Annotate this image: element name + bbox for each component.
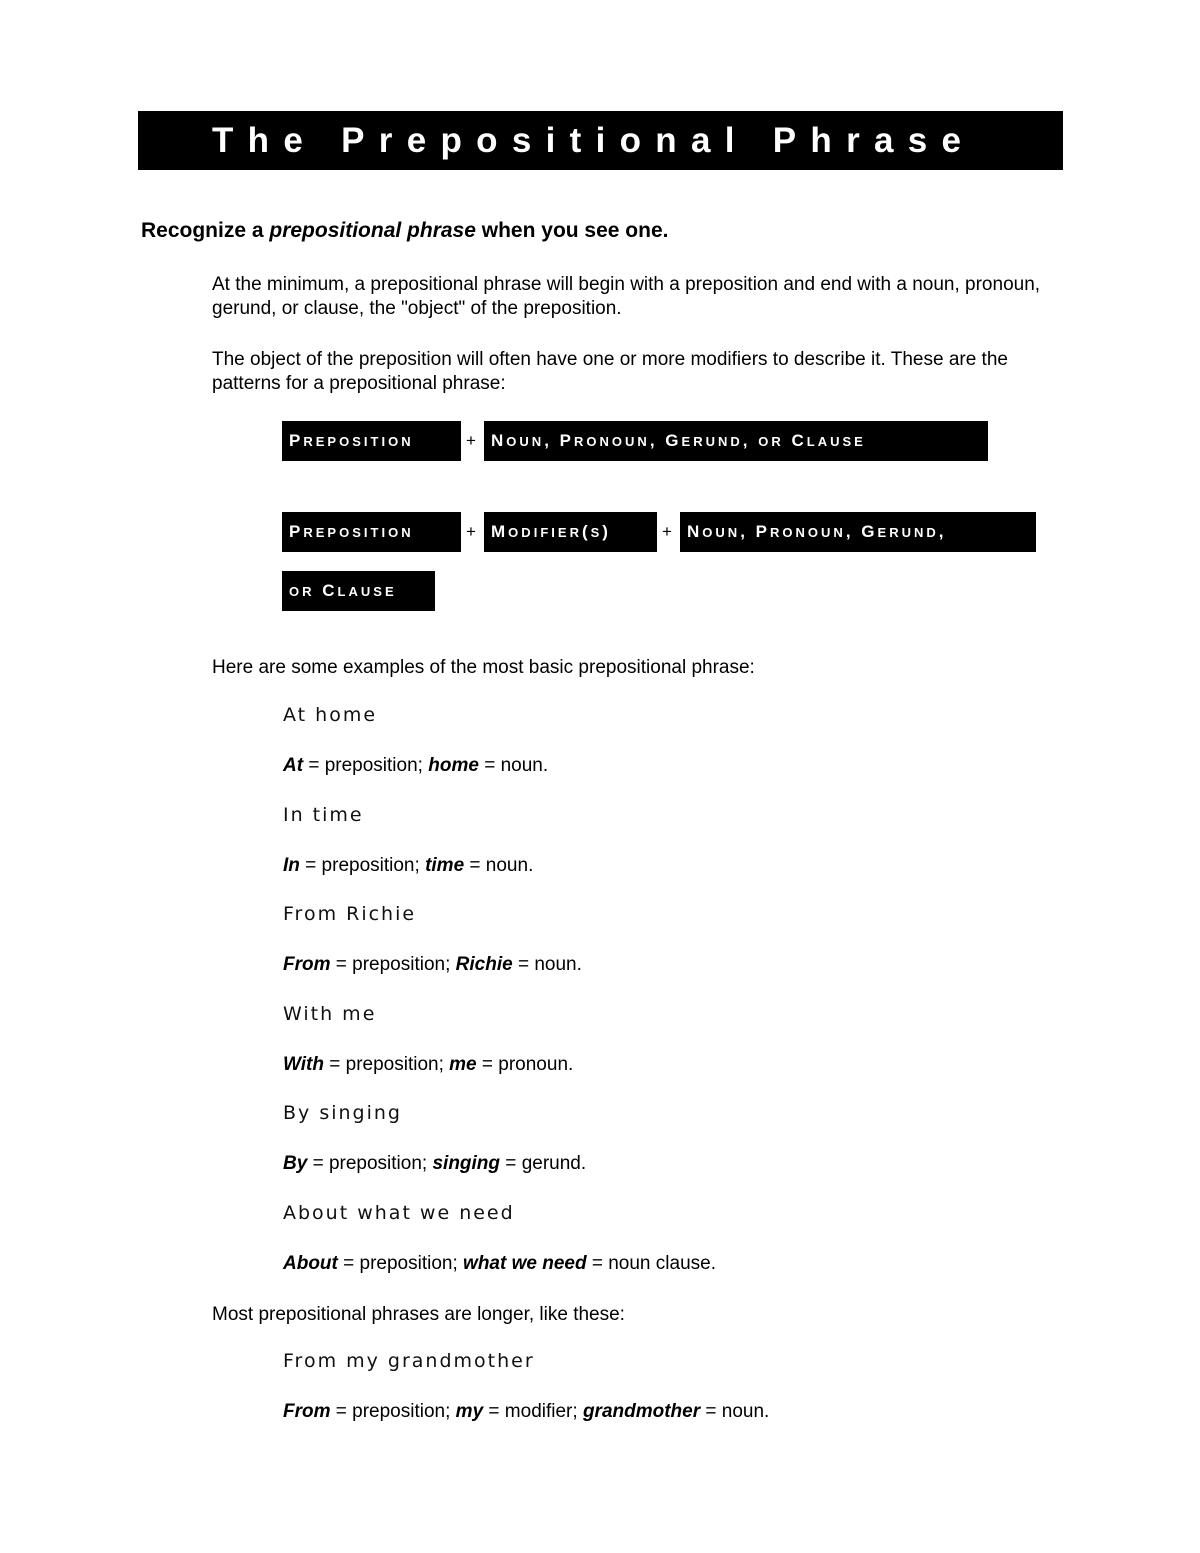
example-prep: With: [283, 1054, 324, 1075]
example-prep-label: = preposition;: [330, 954, 456, 975]
example-pos: pronoun.: [498, 1054, 574, 1075]
pattern1-plus-1: +: [466, 431, 476, 450]
example-object: what we need: [463, 1253, 587, 1274]
example-explanation: [283, 855, 533, 877]
pattern2-preposition-box: [282, 512, 461, 552]
longer-example-prep-label: = preposition;: [330, 1401, 456, 1422]
longer-example-object: grandmother: [582, 1401, 701, 1422]
example-prep: At: [283, 755, 304, 776]
example-prep-label: = preposition;: [307, 1153, 433, 1174]
heading-before: Recognize a: [141, 219, 270, 242]
longer-example-eq: =: [700, 1401, 722, 1422]
example-object: Richie: [455, 954, 513, 975]
pattern2-object-label-continued: OR CLAUSE: [289, 581, 397, 600]
example-prep: In: [283, 855, 300, 876]
pattern2-preposition-label: PREPOSITION: [289, 522, 414, 541]
example-object: time: [425, 855, 465, 876]
example-eq: =: [500, 1153, 522, 1174]
example-object: me: [449, 1054, 477, 1075]
longer-example-phrase: From my grandmother: [283, 1350, 535, 1372]
paragraph-patterns-intro: The object of the preposition will often have one or more modifiers to describe it. These are the patterns for a prepositional phrase:: [212, 349, 1008, 394]
title-bar: [138, 111, 1063, 170]
longer-example-pos: noun.: [721, 1401, 770, 1422]
pattern2-object-box-continued: [282, 571, 435, 611]
example-prep: From: [283, 954, 331, 975]
example-phrase: About what we need: [283, 1202, 515, 1224]
example-eq: =: [586, 1253, 609, 1274]
pattern2-plus-2: +: [662, 522, 672, 541]
example-prep: About: [283, 1253, 338, 1274]
example-pos: noun clause.: [608, 1253, 716, 1274]
example-prep-label: = preposition;: [299, 855, 426, 876]
pattern1-object-box: [484, 421, 988, 461]
example-phrase: By singing: [283, 1102, 402, 1124]
example-eq: =: [464, 855, 486, 876]
paragraph-definition: At the minimum, a prepositional phrase will begin with a preposition and end with a noun, pronoun, gerund, or clause, the "object" of the preposition.: [212, 274, 1041, 319]
example-prep-label: = preposition;: [323, 1054, 450, 1075]
example-prep: By: [283, 1153, 308, 1174]
example-explanation: [283, 954, 582, 976]
example-prep-label: = preposition;: [303, 755, 429, 776]
longer-example-modifier: my: [455, 1401, 484, 1422]
example-phrase: At home: [283, 704, 378, 726]
example-explanation: [283, 1153, 586, 1175]
example-eq: =: [478, 755, 501, 776]
example-pos: noun.: [485, 855, 534, 876]
example-prep-label: = preposition;: [337, 1253, 464, 1274]
pattern2-plus-1: +: [466, 522, 476, 541]
example-phrase: In time: [283, 804, 364, 826]
heading-emphasis: prepositional phrase: [269, 219, 476, 242]
pattern2-modifier-box: [484, 512, 657, 552]
pattern2-object-label: NOUN, PRONOUN, GERUND,: [687, 522, 947, 541]
pattern2-modifier-label: MODIFIER(S): [491, 522, 611, 541]
example-explanation: [283, 755, 548, 777]
example-eq: =: [476, 1054, 499, 1075]
longer-example-explanation: [283, 1401, 769, 1423]
example-explanation: [283, 1054, 573, 1076]
example-eq: =: [512, 954, 535, 975]
example-pos: noun.: [500, 755, 549, 776]
paragraph-basic-examples-intro: Here are some examples of the most basic prepositional phrase:: [212, 657, 755, 678]
longer-example-prep: From: [283, 1401, 331, 1422]
example-explanation: [283, 1253, 716, 1275]
section-heading: [141, 219, 668, 243]
example-object: singing: [432, 1153, 501, 1174]
pattern1-preposition-label: PREPOSITION: [289, 431, 414, 450]
pattern1-object-label: NOUN, PRONOUN, GERUND, OR CLAUSE: [491, 431, 866, 450]
example-object: home: [428, 755, 479, 776]
page-title: The Prepositional Phrase: [212, 120, 976, 160]
pattern2-object-box: [680, 512, 1036, 552]
pattern1-preposition-box: [282, 421, 461, 461]
example-pos: gerund.: [521, 1153, 587, 1174]
example-phrase: With me: [283, 1003, 377, 1025]
paragraph-longer-examples-intro: Most prepositional phrases are longer, like these:: [212, 1304, 625, 1325]
example-phrase: From Richie: [283, 903, 417, 925]
example-pos: noun.: [534, 954, 582, 975]
longer-example-mod-label: = modifier;: [483, 1401, 583, 1422]
heading-after: when you see one.: [475, 219, 669, 242]
